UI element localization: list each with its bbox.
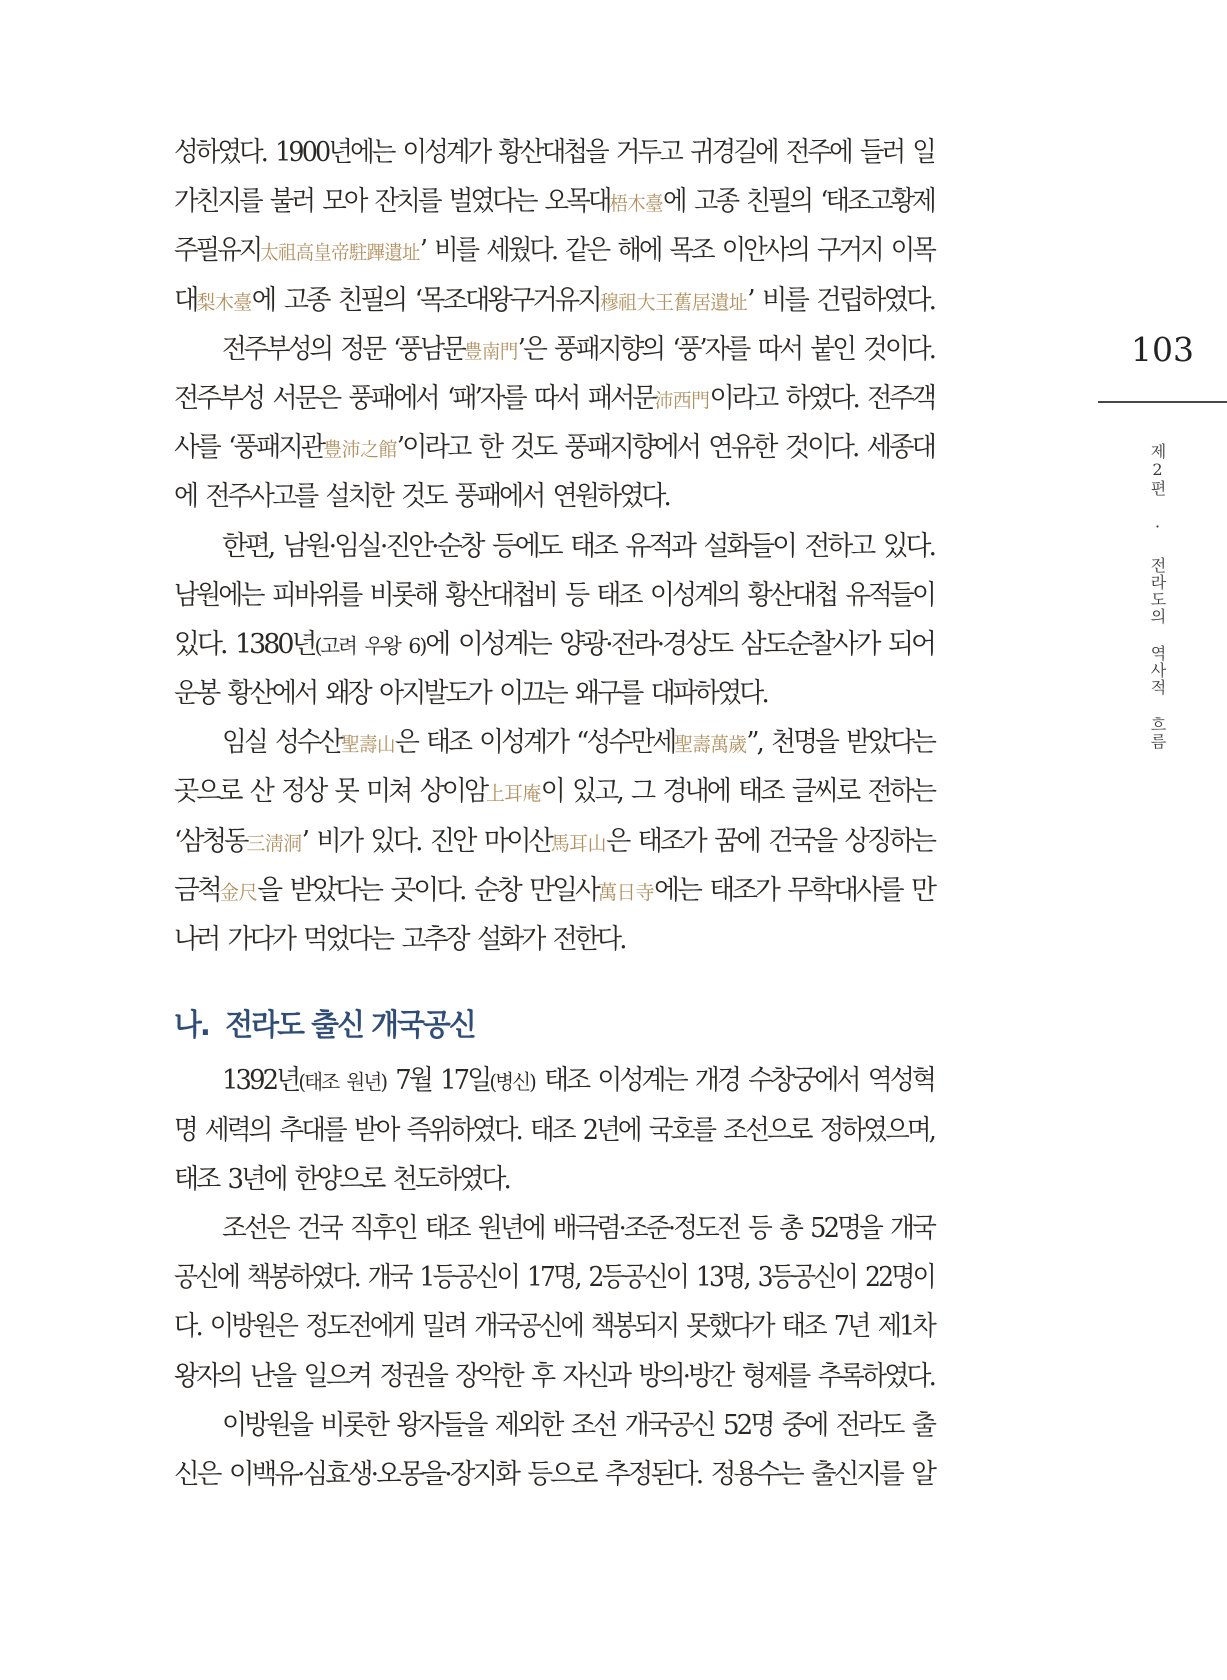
text-segment: 금척: [174, 874, 220, 906]
text-line-content: [174, 276, 934, 327]
text-line-content: [222, 325, 934, 376]
parenthetical-note: (병신): [489, 1070, 535, 1095]
text-line: [174, 374, 934, 423]
text-line: [174, 571, 934, 620]
chapter-caption: 제2편 · 전라도의 역사적 흐름: [1148, 443, 1167, 750]
text-segment: ’ 비를 세웠다. 같은 해에 목조 이안사의 구거지 이목: [419, 235, 934, 267]
text-segment: 곳으로 산 정상 못 미쳐 상이암: [174, 776, 487, 808]
text-segment: 은 태조 이성계가 “성수만세: [395, 727, 675, 759]
text-line: [174, 1302, 934, 1351]
text-segment: 에는 태조가 무학대사를 만: [654, 874, 934, 906]
text-segment: 공신에 책봉하였다. 개국 1등공신이 17명, 2등공신이 13명, 3등공신이 22명이: [174, 1262, 934, 1294]
text-line: [174, 1450, 934, 1499]
text-segment: 남원에는 피바위를 비롯해 황산대첩비 등 태조 이성계의 황산대첩 유적들이: [174, 579, 934, 611]
text-line: [174, 915, 934, 964]
hanja-annotation: 三淸洞: [246, 831, 302, 855]
text-line: [174, 1253, 934, 1302]
text-line-content: [174, 1302, 934, 1351]
text-line-content: [222, 1401, 934, 1450]
text-line: [174, 767, 934, 816]
text-segment: 임실 성수산: [222, 727, 341, 759]
text-segment: 있다. 1380년: [174, 628, 315, 660]
text-segment: 명 세력의 추대를 받아 즉위하였다. 태조 2년에 국호를 조선으로 정하였으며,: [174, 1114, 934, 1146]
text-line: [174, 423, 934, 472]
text-line-content: [174, 915, 625, 964]
margin-divider-line: [1098, 401, 1227, 403]
text-segment: 태조 3년에 한양으로 천도하였다.: [174, 1163, 509, 1195]
text-line-content: [222, 1204, 934, 1253]
text-segment: 성하였다. 1900년에는 이성계가 황산대첩을 거두고 귀경길에 전주에 들러 일: [174, 137, 934, 168]
text-segment: 신은 이백유·심효생·오몽을·장지화 등으로 추정된다. 정용수는 출신지를 알: [174, 1458, 934, 1490]
text-line-content: [174, 1352, 934, 1401]
text-line: [174, 128, 934, 177]
text-segment: 전주부성의 정문 ‘풍남문: [222, 333, 464, 365]
text-segment: ’은 풍패지향의 ‘풍’자를 따서 붙인 것이다.: [517, 333, 934, 365]
text-line: [174, 177, 934, 226]
hanja-annotation: 聖壽山: [340, 733, 396, 757]
text-line: [174, 1401, 934, 1450]
text-line-content: [174, 1253, 934, 1302]
text-segment: 사를 ‘풍패지관: [174, 432, 324, 464]
section-heading: [174, 1001, 934, 1050]
text-segment: 전주부성 서문은 풍패에서 ‘패’자를 따서 패서문: [174, 382, 655, 414]
text-segment: 나러 가다가 먹었다는 고추장 설화가 전한다.: [174, 924, 625, 955]
text-line-content: [174, 767, 934, 818]
text-line: [174, 226, 934, 275]
text-line: [174, 472, 934, 521]
text-line-content: [174, 620, 934, 671]
text-line: [174, 817, 934, 866]
text-line: [174, 522, 934, 571]
parenthetical-note: (태조 원년): [298, 1070, 387, 1095]
text-segment: 1392년: [222, 1065, 299, 1097]
text-segment: ‘삼청동: [174, 825, 247, 857]
text-line: [174, 1106, 934, 1155]
text-segment: 조선은 건국 직후인 태조 원년에 배극렴·조준·정도전 등 총 52명을 개국: [222, 1212, 934, 1244]
hanja-annotation: 馬耳山: [550, 831, 607, 855]
hanja-annotation: 沛西門: [654, 388, 710, 412]
text-line: [174, 620, 934, 669]
text-segment: 운봉 황산에서 왜장 아지발도가 이끄는 왜구를 대파하였다.: [174, 678, 767, 710]
hanja-annotation: 穆祖大王舊居遺址: [599, 290, 748, 314]
text-segment: ”, 천명을 받았다는: [746, 727, 934, 759]
text-segment: ’이라고 한 것도 풍패지향에서 연유한 것이다. 세종대: [396, 432, 935, 464]
text-line-content: [174, 423, 934, 474]
text-line: [174, 325, 934, 374]
body-text-bottom: [174, 1056, 934, 1499]
text-column: [174, 128, 934, 1499]
text-segment: 이 있고, 그 경내에 태조 글씨로 전하는: [540, 776, 934, 808]
text-line-content: [174, 866, 934, 917]
text-line: [174, 669, 934, 718]
text-segment: 대: [174, 284, 197, 316]
text-segment: 은 태조가 꿈에 건국을 상징하는: [606, 825, 934, 857]
text-line-content: [174, 128, 934, 177]
text-line-content: [174, 374, 934, 425]
text-segment: 주필유지: [174, 235, 261, 267]
text-line: [174, 866, 934, 915]
text-line-content: [174, 226, 934, 277]
body-text-top: [174, 128, 934, 964]
text-segment: 을 받았다는 곳이다. 순창 만일사: [257, 874, 598, 906]
hanja-annotation: 萬日寺: [597, 880, 655, 904]
text-segment: ’ 비를 건립하였다.: [747, 284, 934, 316]
text-segment: 왕자의 난을 일으켜 정권을 장악한 후 자신과 방의·방간 형제를 추록하였다.: [174, 1360, 934, 1392]
text-segment: 에 고종 친필의 ‘목조대왕구거유지: [251, 284, 600, 316]
text-segment: 가친지를 불러 모아 잔치를 벌였다는 오목대: [174, 186, 610, 218]
page-number: 103: [1131, 330, 1194, 369]
text-line: [174, 276, 934, 325]
hanja-annotation: 太祖高皇帝駐蹕遺址: [260, 241, 420, 265]
text-line-content: [174, 472, 669, 521]
hanja-annotation: 豊沛之館: [323, 438, 397, 462]
text-segment: 한편, 남원·임실·진안·순창 등에도 태조 유적과 설화들이 전하고 있다.: [222, 530, 934, 562]
text-segment: 7월 17일: [386, 1065, 490, 1097]
text-line-content: [174, 1450, 934, 1499]
text-line-content: [174, 669, 767, 718]
text-line: [174, 1352, 934, 1401]
text-segment: 이방원을 비롯한 왕자들을 제외한 조선 개국공신 52명 중에 전라도 출: [222, 1409, 934, 1441]
parenthetical-note: (고려 우왕 6): [314, 633, 426, 658]
hanja-annotation: 梧木臺: [609, 192, 664, 216]
text-line-content: [222, 1056, 934, 1107]
hanja-annotation: 聖壽萬歲: [674, 733, 747, 757]
text-line-content: [174, 571, 934, 620]
section-heading-title: 전라도 출신 개국공신: [225, 1008, 475, 1044]
text-line: [174, 1155, 934, 1204]
text-line-content: [222, 522, 934, 571]
text-line: [174, 1056, 934, 1105]
text-segment: 에 고종 친필의 ‘태조고황제: [663, 186, 934, 218]
text-line-content: [174, 1106, 934, 1155]
text-line: [174, 1204, 934, 1253]
text-segment: 다. 이방원은 정도전에게 밀려 개국공신에 책봉되지 못했다가 태조 7년 제1차: [174, 1311, 934, 1343]
text-line: [174, 718, 934, 767]
text-segment: 에 이성계는 양광·전라·경상도 삼도순찰사가 되어: [425, 628, 934, 660]
text-segment: 에 전주사고를 설치한 것도 풍패에서 연원하였다.: [174, 481, 669, 513]
section-heading-inner: [174, 1001, 475, 1050]
hanja-annotation: 梨木臺: [196, 290, 252, 314]
text-segment: 태조 이성계는 개경 수창궁에서 역성혁: [534, 1065, 934, 1097]
section-heading-label: 나.: [174, 1008, 209, 1044]
hanja-annotation: 豊南門: [463, 339, 518, 363]
text-line-content: [174, 1155, 509, 1204]
text-segment: ’ 비가 있다. 진안 마이산: [301, 825, 551, 857]
text-line-content: [174, 817, 934, 868]
text-line-content: [174, 177, 934, 228]
hanja-annotation: 上耳庵: [486, 782, 541, 806]
text-line-content: [222, 718, 934, 769]
text-segment: 이라고 하였다. 전주객: [709, 382, 934, 414]
hanja-annotation: 金尺: [219, 880, 258, 904]
